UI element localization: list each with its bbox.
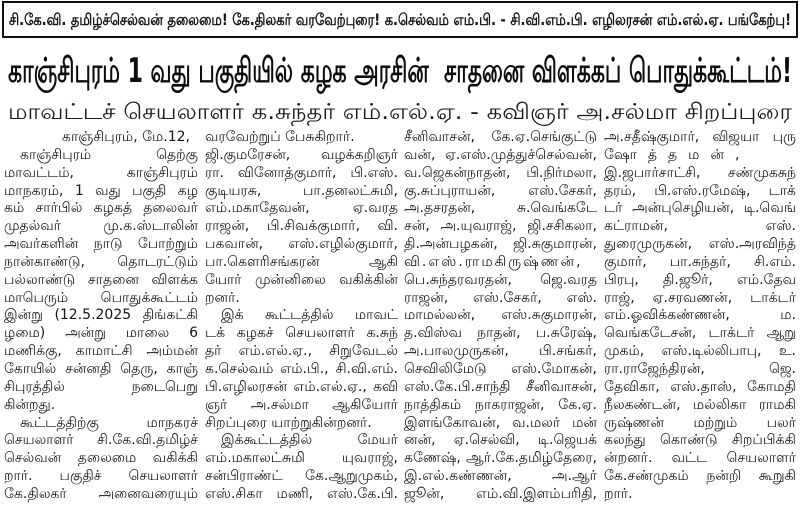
body-line: எம்.மகாலட்சுமி யுவராஜ், [205,450,398,467]
body-line: செயலாளர் சி.கே.வி.தமிழ்ச் [4,432,198,449]
body-line: இ.ஜபார்சாட்சி, சண்முகசுந் [604,164,796,181]
body-line: ஜி.குமரேசன், வழக்கறிஞர் [205,146,398,163]
body-line: நீலகண்டன், மல்லிகா ராமகி [604,396,796,413]
body-line: வ.ஜெகன்நாதன், பி.நிர்மலா, [404,164,597,181]
body-line: வரவேற்றுப் பேசுகிறார். [205,129,355,145]
body-line: பா.கௌரிசங்கரன் ஆகி [205,253,398,270]
body-line: மாவட்டம், காஞ்சிபுரம் [4,164,198,181]
body-line: சீனிவாசன், கே.ஏ.செங்குட்டு [404,129,597,145]
body-line: மாமல்லன், எஸ்.சுகுமாரன், [404,307,597,324]
body-line: இன்று (12.5.2025 திங்கட்கி [4,307,198,324]
body-line: இக் கூட்டத்தில் மாவட் [221,307,398,324]
body-line: றார். [604,485,633,502]
body-line: டர் அன்புசெழியன், டி.வெங் [604,200,796,217]
top-strip-text: சி.கே.வி. தமிழ்ச்செல்வன் தலைமை! கே.திலகர் வரவேற்புரை! க.செல்வம் எம்.பி. - சி.வி.எம்.பி. எழிலரசன் எம்.எல்.ஏ. பங்கேற்பு! [9,10,791,29]
body-line: சன்பிராண்ட் கே.ஆறுமுகம், [205,468,398,485]
body-line: தரம், பி.எஸ்.ரமேஷ், டாக் [604,182,796,199]
body-line: பிரபு, தி.ஜூர், எம்.தேவ [604,271,796,288]
body-line: தர் எம்.எல்.ஏ., சிறுவேடல் [205,343,398,360]
body-line: கலந்து கொண்டு சிறப்பிக்கி [604,432,796,449]
body-line: க.செல்வம் எம்.பி., சி.வி.எம். [205,360,398,377]
body-line: முகம், எஸ்.டில்லிபாபு, உ. [604,343,796,360]
body-line: ரா. வினோத்குமார், பி.எஸ். [205,164,398,181]
body-line: பகவான், எஸ்.எழில்குமார், [205,236,398,253]
body-line: இக்கூட்டத்தில் மேயர் [221,432,398,449]
body-line: அ.பாலமுருகன், பி.சங்கர், [404,343,597,360]
body-line: அ.சதீஷ்குமார், விஜயா புரு [604,129,796,145]
body-line: கின்றது. [4,396,56,413]
body-line: ராஜன், பி.சிவக்குமார், வி. [205,218,398,235]
body-line: எம்.ஓவிக்கண்ணன், ம. [604,307,796,324]
body-line: துரைமுருகன், எஸ்.அரவிந்த் [604,236,796,253]
body-line: ராஜ், ஏ.சரவணன், டாக்டர் [604,289,796,306]
body-line: தேவிகா, எஸ்.தாஸ், கோமதி [604,378,796,395]
body-line: றனர். [205,289,240,306]
body-line: னன், ஏ.செல்வி, டி.ஜெயக் [404,432,597,449]
body-line: குமார், பா.சுந்தர், சி.எம். [604,253,796,270]
body-line: கம் சார்பில் கழகத் தலைவர் [4,200,198,217]
body-line: பெ.சுந்தரவரதன், ஜெ.வரத [404,271,597,288]
body-line: வன், ஏ.எஸ்.முத்துச்செல்வன், [404,146,597,163]
body-line: த.விஸ்வ நாதன், ப.சுரேஷ், [404,325,597,342]
body-line: அவர்களின் நாடு போற்றும் [4,236,198,253]
top-strip-box [2,1,798,38]
article-column-3 [404,129,597,506]
body-line: முதல்வர் மு.க.ஸ்டாலின் [4,218,198,235]
body-line: எஸ்.கே.பி.சாந்தி சீனிவாசன், [404,378,597,395]
body-line: ருஷ்ணன் மற்றும் பலர் [604,414,796,431]
body-line: கோயில் சன்னதி தெரு, காஞ் [4,360,198,377]
body-line: தி.அன்பழகன், ஜி.சுகுமாரன், [404,236,597,253]
body-line: ரா.ராஜேந்திரன், ஜெ. [604,360,796,377]
subheadline [8,98,792,128]
body-line: கட்ராமன், எஸ். [604,218,796,235]
body-line: கு.சுப்புராயன், எஸ்.சேகர், [404,182,597,199]
body-line: ஜூன், எம்.வி.இளம்பரிதி, [404,485,597,502]
body-line: வி.எஸ்.ராமகிருஷ்ணன், [404,253,583,270]
body-line: சிறப்புரை யாற்றுகின்றனர். [205,414,372,431]
headline-text: காஞ்சிபுரம் 1 வது பகுதியில் கழக அரசின் சாதனை விளக்கப் பொதுக்கூட்டம்! [8,51,792,91]
body-line: வெங்கடேசன், டாக்டர் ஆறு [604,325,796,342]
body-line: கூட்டத்திற்கு மாநகரச் [20,414,198,431]
body-line: றார். பகுதிச் செயலாளர் [4,468,198,485]
body-line: இ.எல்.கண்ணன், அ.ஆர் [404,468,597,485]
body-line: நாத்திகம் நாகராஜன், கே.ஏ. [404,396,597,413]
body-line: எம்.மகாதேவன், ஏ.வரத [205,200,398,217]
body-line: குடியரசு, பா.தனலட்சுமி, [205,182,398,199]
body-line: சன், அ.யுவராஜ், ஜி.சசிகலா, [404,218,597,235]
body-line: மணிக்கு, காமாட்சி அம்மன் [4,343,198,360]
body-line: மாநகரம், 1 வது பகுதி கழ [4,182,198,199]
body-line: சிபுரத்தில் நடைபெறு [4,378,198,395]
headline [8,44,792,98]
body-line: ராஜன், எஸ்.சேகர், எஸ். [404,289,597,306]
body-line: பி.எழிலரசன் எம்.எல்.ஏ., கவி [205,378,398,395]
body-line: எஸ்.சிகா மணி, எஸ்.கே.பி. [205,485,398,502]
subheadline-text: மாவட்டச் செயலாளர் க.சுந்தர் எம்.எல்.ஏ. - கவிஞர் அ.சல்மா சிறப்புரை [8,100,792,125]
body-line: கே.திலகர் அனைவரையும் [4,485,198,502]
body-line: செல்வன் தலைமை வகிக்கி [4,450,198,467]
article-column-4 [604,129,796,506]
body-line: டக் கழகச் செயலாளர் க.சுந் [205,325,398,342]
body-line: நான்காண்டு, தொடரட்டும் [4,253,198,270]
article-column-1 [4,129,198,506]
body-line: மாபெரும் பொதுக்கூட்டம் [4,289,198,306]
article-column-2 [205,129,398,506]
body-line: ன்றனர். வட்ட செயலாளர் [604,450,796,467]
body-line: ஷோத்தமன், [604,146,751,163]
body-line: செவிலிமேடு எஸ்.மோகன், [404,360,597,377]
body-line: இளங்கோவன், வ.மலர் மன் [404,414,597,431]
body-line: ழமை) அன்று மாலை 6 [4,325,198,342]
body-line: கே.சண்முகம் நன்றி கூறுகி [604,468,796,485]
body-line: ஞர் அ.சல்மா ஆகியோர் [205,396,398,413]
body-line: பல்லாண்டு சாதனை விளக்க [4,271,198,288]
body-line: கணேஷ், ஆர்.கே.தமிழ்தேரை, [404,450,597,467]
body-line: யோர் முன்னிலை வகிக்கின் [205,271,398,288]
top-strip-line [9,8,791,32]
body-line: காஞ்சிபுரம் தெற்கு [20,146,198,163]
dateline: காஞ்சிபுரம், மே.12, [62,129,191,145]
body-line: அ.தசரதன், சு.வெங்கடே [404,200,597,217]
